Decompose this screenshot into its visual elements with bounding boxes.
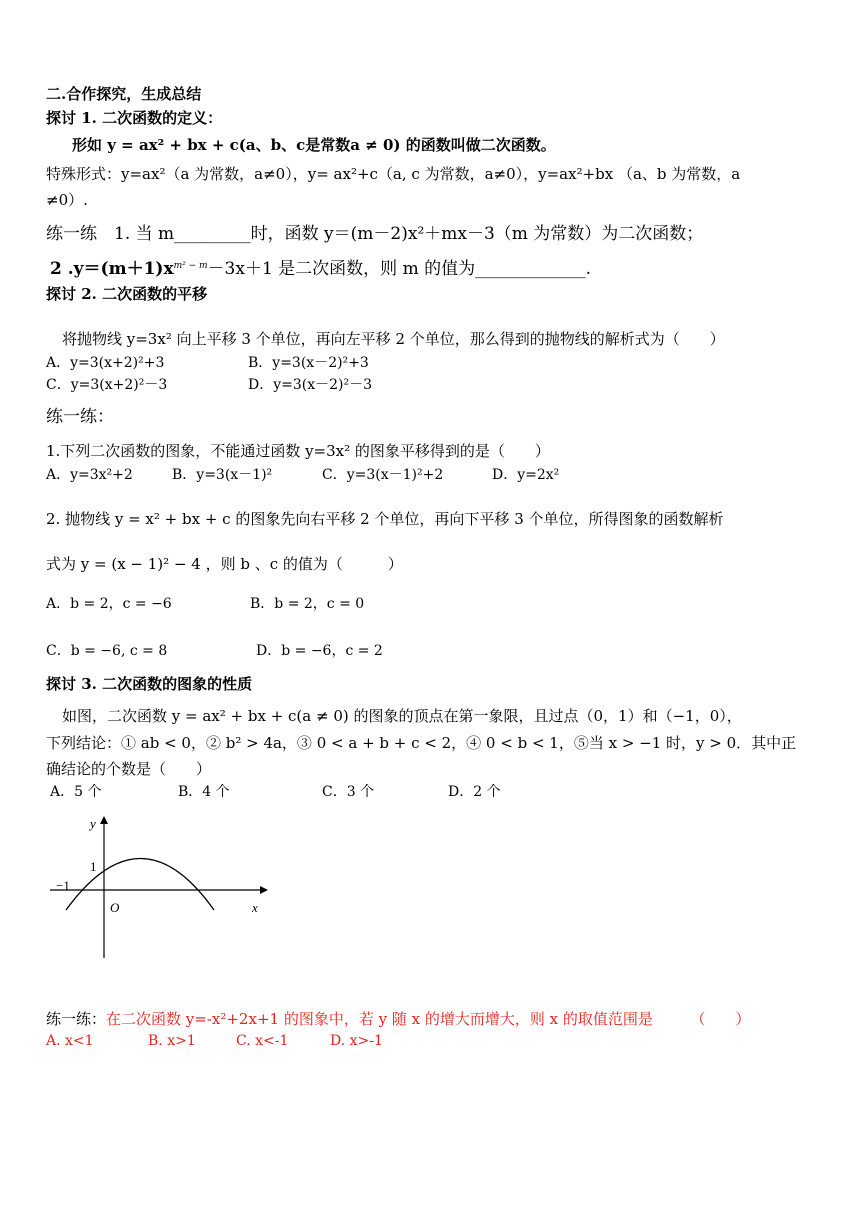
definition-text: 形如 y = ax² + bx + c(a、b、c是常数a ≠ 0) 的函数叫做二次函数。 <box>72 136 556 154</box>
topic-2-heading: 探讨 2. 二次函数的平移 <box>46 285 208 303</box>
final-option-a: A. x<1 <box>46 1033 94 1049</box>
q1-option-b: B．y=3(x－1)² <box>172 467 273 483</box>
q1-option-a: A．y=3x²+2 <box>46 467 133 483</box>
q1-text: 1.下列二次函数的图象，不能通过函数 y=3x² 的图象平移得到的是（ ） <box>46 442 550 460</box>
t3-line-3: 确结论的个数是（ ） <box>46 760 212 778</box>
q2-option-b: B．b = 2，c = 0 <box>250 596 365 612</box>
exponent: m² − m <box>173 261 208 271</box>
q1-option-d: D．y=2x² <box>492 467 560 483</box>
option-d: D．y=3(x－2)²－3 <box>248 377 373 393</box>
y-axis-label: y <box>90 816 96 831</box>
q2-option-a: A．b = 2，c = −6 <box>46 596 172 612</box>
t3-line-1: 如图，二次函数 y = ax² + bx + c(a ≠ 0) 的图象的顶点在第一象限，且过点（0，1）和（−1，0）， <box>62 707 742 725</box>
final-practice <box>46 1010 750 1028</box>
q2-option-d: D．b = −6，c = 2 <box>256 643 383 659</box>
parabola-curve <box>66 859 214 911</box>
t3-option-c: C．3 个 <box>322 784 375 800</box>
section-heading: 二.合作探究，生成总结 <box>46 85 202 103</box>
topic-1-heading: 探讨 1. 二次函数的定义： <box>46 109 223 127</box>
option-c: C．y=3(x+2)²－3 <box>46 377 168 393</box>
q2-line-2: 式为 y = (x − 1)² − 4 ，则 b 、c 的值为（ ） <box>46 555 403 573</box>
t3-line-2: 下列结论：① ab < 0，② b² > 4a，③ 0 < a + b + c < 2，④ 0 < b < 1，⑤当 x > −1 时，y > 0．其中正 <box>46 734 797 752</box>
final-option-b: B. x>1 <box>148 1033 196 1049</box>
q1-option-c: C．y=3(x－1)²+2 <box>322 467 444 483</box>
practice-2-suffix: －3x＋1 是二次函数，则 m 的值为_____________. <box>207 259 592 279</box>
special-forms-line-1: 特殊形式：y=ax²（a 为常数，a≠0），y= ax²+c（a, c 为常数，a≠0），y=ax²+bx （a、b 为常数，a <box>46 165 741 183</box>
tick-label-1: 1 <box>90 859 97 874</box>
tick-label-neg1: −1 <box>56 878 70 893</box>
practice-2-prefix: 2 .y＝(m＋1)x <box>50 259 174 279</box>
option-a: A．y=3(x+2)²+3 <box>46 355 165 371</box>
y-axis-arrow <box>100 816 108 824</box>
origin-label: O <box>110 900 120 915</box>
special-forms-line-2: ≠0）. <box>46 191 88 209</box>
q2-line-1: 2. 抛物线 y = x² + bx + c 的图象先向右平移 2 个单位，再向下平移 3 个单位，所得图象的函数解析 <box>46 510 724 528</box>
t3-option-d: D．2 个 <box>448 784 501 800</box>
q2-option-c: C．b = −6, c = 8 <box>46 643 168 659</box>
option-b: B．y=3(x－2)²+3 <box>248 355 369 371</box>
practice-title: 练一练： <box>46 407 114 427</box>
final-practice-question: 在二次函数 y=-x²+2x+1 的图象中，若 y 随 x 的增大而增大，则 x 的取值范围是 （ ） <box>106 1010 751 1028</box>
final-practice-label: 练一练： <box>46 1010 107 1028</box>
x-axis-arrow <box>260 886 268 894</box>
practice-2-question <box>50 260 591 278</box>
x-axis-label: x <box>252 900 258 915</box>
topic-3-heading: 探讨 3. 二次函数的图象的性质 <box>46 675 253 693</box>
final-option-d: D. x>-1 <box>330 1033 383 1049</box>
t3-option-b: B．4 个 <box>178 784 230 800</box>
translation-question: 将抛物线 y=3x² 向上平移 3 个单位，再向左平移 2 个单位，那么得到的抛物线的解析式为（ ） <box>62 330 725 348</box>
t3-option-a: A．5 个 <box>50 784 102 800</box>
practice-1-question: 练一练 1. 当 m_________时，函数 y＝(m－2)x²＋mx－3（m 为常数）为二次函数； <box>46 224 704 244</box>
parabola-graph <box>46 812 276 962</box>
final-option-c: C. x<-1 <box>236 1033 289 1049</box>
